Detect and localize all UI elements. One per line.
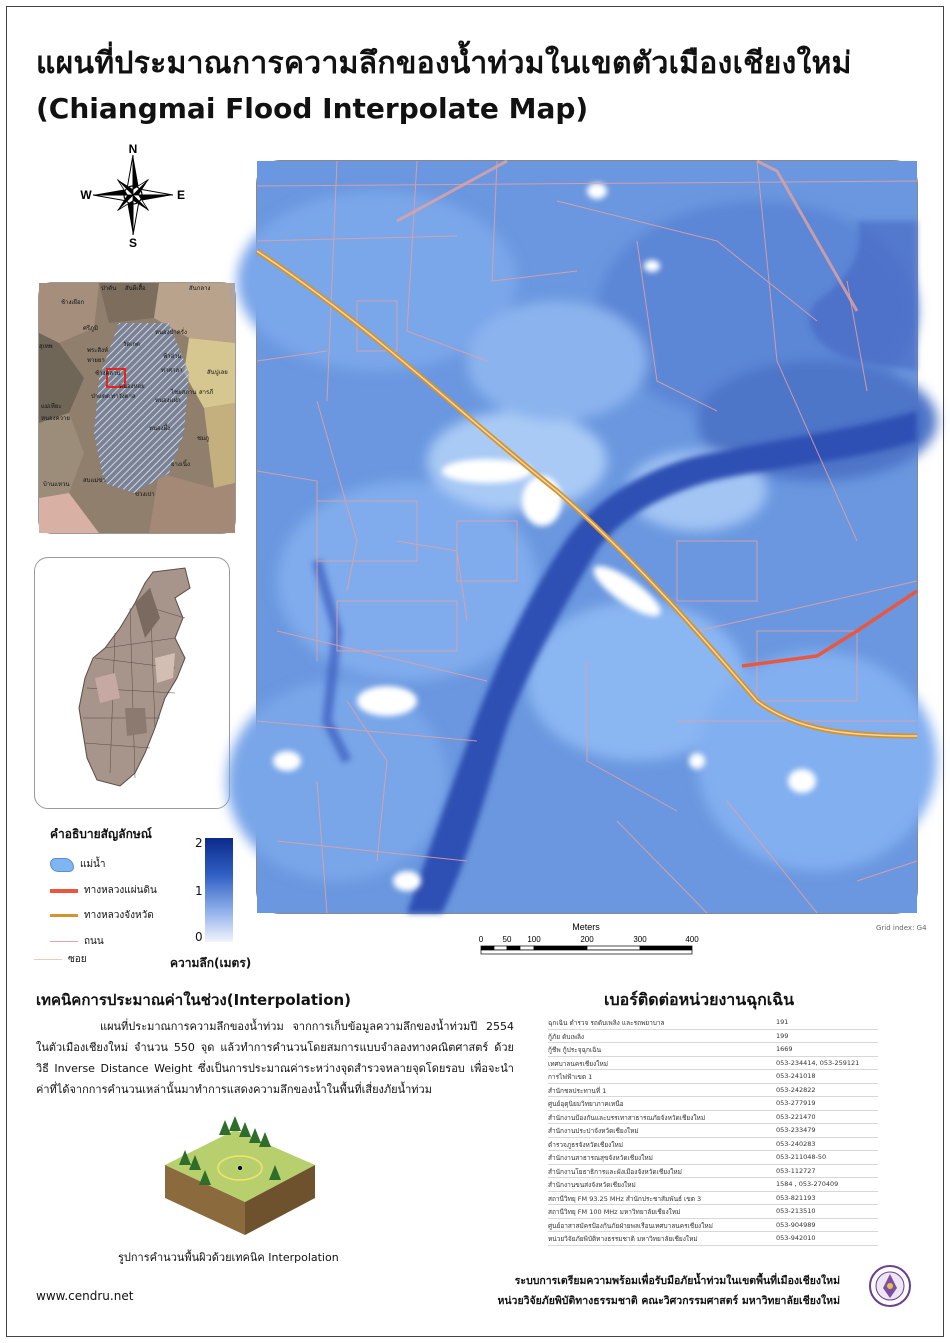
- locator-district-label: ป่าตัน: [101, 285, 117, 292]
- locator-district-label: ช้างเผือก: [61, 299, 85, 306]
- legend-label-road: ถนน: [84, 936, 104, 947]
- contact-agency: หน่วยวิจัยภัยพิบัติทางธรรมชาติ มหาวิทยาลัยเชียงใหม่: [548, 1235, 698, 1243]
- river-symbol-icon: [50, 858, 74, 872]
- interpolation-section-title: เทคนิคการประมาณค่าในช่วง(Interpolation): [36, 991, 352, 1009]
- legend-item-river: [50, 857, 106, 872]
- province-locator-map: [34, 557, 230, 809]
- locator-district-label: หายยา: [87, 357, 105, 364]
- contact-agency: สำนักงานขนส่งจังหวัดเชียงใหม่: [548, 1181, 636, 1189]
- interpolation-diagram-caption: รูปการคำนวนพื้นผิวด้วยเทคนิค Interpolation: [118, 1251, 339, 1264]
- compass-s-label: S: [128, 236, 138, 250]
- alley-symbol-icon: [34, 959, 62, 961]
- locator-district-label: ยางเนิ้ง: [171, 461, 190, 468]
- contact-number: 053-211048-50: [776, 1153, 827, 1161]
- interpolation-paragraph: [36, 1016, 514, 1100]
- footer-system-name: ระบบการเตรียมความพร้อมเพื่อรับมือภัยน้ำท่วมในเขตพื้นที่เมืองเชียงใหม่: [514, 1275, 840, 1287]
- contact-agency: กู้ชีพ กู้ประจุฉุกเฉิน: [548, 1046, 602, 1054]
- contact-row: [548, 1030, 878, 1044]
- contact-number: 053-112727: [776, 1166, 816, 1175]
- locator-district-label: สันกลาง: [189, 285, 211, 292]
- contact-row: [548, 1232, 878, 1246]
- contact-number: 053-242822: [776, 1085, 816, 1094]
- scale-bar: [480, 922, 700, 962]
- contact-number: 053-241018: [776, 1072, 816, 1080]
- locator-district-label: หนองผึ้ง: [149, 425, 171, 432]
- contact-agency: สำนักงานประปาจังหวัดเชียงใหม่: [548, 1127, 639, 1135]
- north-arrow-compass-icon: [78, 140, 188, 250]
- legend-item-provincial-highway: [50, 908, 154, 923]
- contact-row: [548, 1151, 878, 1165]
- contact-number: 053-821193: [776, 1193, 816, 1202]
- locator-district-label: ท่าวังตาล: [111, 393, 136, 400]
- road-symbol-icon: [50, 941, 78, 943]
- contact-agency: สถานีวิทยุ FM 100 MHz มหาวิทยาลัยเชียงใหม่: [548, 1208, 681, 1216]
- depth-tick-mid: 1: [195, 884, 203, 898]
- contact-row: [548, 1219, 878, 1233]
- emergency-contacts-table: [548, 1016, 878, 1246]
- locator-district-label: ไชยสถาน: [171, 389, 197, 396]
- legend-label-national-highway: ทางหลวงแผ่นดิน: [84, 885, 157, 896]
- contact-number: 1584 , 053-270409: [776, 1180, 839, 1188]
- contact-agency: สำนักชลประทานที่ 1: [548, 1086, 607, 1095]
- locator-district-label: สันผีเสื้อ: [125, 285, 146, 292]
- legend-label-river: แม่น้ำ: [80, 859, 106, 870]
- website-link[interactable]: www.cendru.net: [36, 1289, 134, 1303]
- locator-district-label: วัดเกต: [123, 341, 140, 348]
- national-highway-symbol-icon: [50, 889, 78, 893]
- contact-row: [548, 1165, 878, 1179]
- contact-number: 053-213510: [776, 1207, 816, 1215]
- contact-number: 053-240283: [776, 1139, 816, 1148]
- scale-tick-3: 200: [580, 935, 594, 944]
- locator-district-label: ท่าศาลา: [161, 367, 183, 374]
- legend-item-alley: [34, 952, 87, 967]
- contact-row: [548, 1111, 878, 1125]
- locator-district-label: หนองหอย: [119, 383, 145, 390]
- compass-w-label: W: [80, 188, 92, 202]
- locator-district-label: สันปูเลย: [207, 369, 228, 376]
- contact-row: [548, 1057, 878, 1071]
- contact-number: 053-942010: [776, 1234, 816, 1242]
- footer-organization: หน่วยวิจัยภัยพิบัติทางธรรมชาติ คณะวิศวกรรมศาสตร์ มหาวิทยาลัยเชียงใหม่: [497, 1295, 840, 1307]
- depth-tick-max: 2: [195, 836, 203, 850]
- locator-district-label: ชมภู: [197, 435, 209, 442]
- contact-agency: ฉุกเฉิน ตำรวจ รถดับเพลิง และรถพยาบาล: [548, 1019, 665, 1027]
- contact-row: [548, 1124, 878, 1138]
- contact-number: 053-233479: [776, 1126, 816, 1134]
- contact-row: [548, 1097, 878, 1111]
- locator-district-label: สบแม่ข่า: [83, 477, 106, 484]
- legend-item-national-highway: [50, 883, 157, 898]
- scale-tick-4: 300: [633, 935, 647, 944]
- compass-e-label: E: [176, 188, 186, 202]
- contact-number: 191: [776, 1018, 789, 1026]
- contact-number: 053-277919: [776, 1099, 816, 1107]
- contact-agency: สำนักงานโยธาธิการและผังเมืองจังหวัดเชียงใหม่: [548, 1167, 682, 1176]
- depth-tick-min: 0: [195, 930, 203, 944]
- scale-tick-5: 400: [685, 935, 699, 944]
- contact-number: 1669: [776, 1045, 793, 1053]
- contact-agency: สถานีวิทยุ FM 93.25 MHz สำนักประชาสัมพันธ์ เขต 3: [548, 1194, 702, 1203]
- contact-row: [548, 1070, 878, 1084]
- scale-tick-0: 0: [478, 935, 484, 944]
- scale-tick-1: 50: [502, 935, 512, 944]
- contact-row: [548, 1016, 878, 1030]
- compass-n-label: N: [128, 142, 138, 156]
- contact-row: [548, 1043, 878, 1057]
- map-title-english: (Chiangmai Flood Interpolate Map): [36, 92, 589, 125]
- locator-district-label: หนองป่าครั่ง: [155, 329, 187, 336]
- provincial-highway-symbol-icon: [50, 914, 78, 917]
- contact-agency: สำนักงานสาธารณสุขจังหวัดเชียงใหม่: [548, 1154, 653, 1162]
- locator-district-label: พระสิงห์: [87, 347, 108, 354]
- locator-district-label: หนองควาย: [41, 415, 70, 422]
- legend-label-alley: ซอย: [68, 954, 87, 965]
- contact-number: 053-234414, 053-259121: [776, 1058, 860, 1067]
- contact-row: [548, 1084, 878, 1098]
- emergency-contacts-title: เบอร์ติดต่อหน่วยงานฉุกเฉิน: [604, 990, 795, 1009]
- interpolation-surface-diagram: [165, 1110, 315, 1235]
- locator-district-label: แม่เหียะ: [41, 403, 62, 410]
- contact-agency: การไฟฟ้าเขต 1: [548, 1073, 593, 1081]
- contact-row: [548, 1192, 878, 1206]
- legend-item-road: [50, 934, 104, 949]
- contact-agency: กู้ภัย ดับเพลิง: [548, 1032, 585, 1041]
- contact-number: 199: [776, 1031, 789, 1040]
- flood-depth-map: [256, 160, 918, 914]
- contact-number: 053-221470: [776, 1112, 816, 1121]
- locator-district-label: ข่วงเปา: [135, 491, 155, 498]
- locator-district-label: ป่าแดด: [91, 393, 110, 400]
- locator-district-label: ช้างคลาน: [95, 370, 121, 377]
- legend-label-provincial-highway: ทางหลวงจังหวัด: [84, 910, 154, 921]
- contact-row: [548, 1138, 878, 1152]
- locator-district-label: ศรีภูมิ: [83, 325, 98, 332]
- depth-color-ramp: [205, 838, 233, 942]
- contact-agency: ศูนย์อาสาสมัครป้องกันภัยฝ่ายพลเรือนเทศบาลนครเชียงใหม่: [548, 1221, 713, 1230]
- scale-tick-2: 100: [527, 935, 541, 944]
- locator-district-label: ฟ้าฮ่าม: [163, 353, 182, 360]
- contact-agency: ตำรวจภูธรจังหวัดเชียงใหม่: [548, 1140, 624, 1149]
- contact-agency: ศูนย์อุตุนิยมวิทยาภาคเหนือ: [548, 1100, 624, 1108]
- locator-district-label: หนองแฝก: [155, 397, 181, 404]
- scale-unit: Meters: [572, 922, 600, 932]
- map-title-thai: แผนที่ประมาณการความลึกของน้ำท่วมในเขตตัวเมืองเชียงใหม่: [36, 46, 852, 81]
- contact-agency: เทศบาลนครเชียงใหม่: [548, 1059, 609, 1068]
- depth-legend-label: ความลึก(เมตร): [170, 956, 252, 970]
- contact-number: 053-904989: [776, 1220, 816, 1229]
- legend-title: คำอธิบายสัญลักษณ์: [50, 827, 152, 841]
- contact-row: [548, 1205, 878, 1219]
- organization-seal-logo-icon: [868, 1264, 912, 1308]
- locator-district-label: สารภี: [199, 389, 214, 396]
- contact-row: [548, 1178, 878, 1192]
- locator-district-label: สุเทพ: [39, 343, 53, 350]
- interpolation-text: แผนที่ประมาณการความลึกของน้ำท่วม จากการเก็บข้อมูลความลึกของน้ำท่วมปี 2554 ในตัวเมืองเชียงใหม่ จำนวน 550 จุด แล้วทำการคำนวนโดยสมการแบบจำลองทางคณิตศาสตร์ ด้วยวิธี Inverse Distance Weight ซึ่งเป็นการประมาณค่าระหว่างจุดสำรวจหลายจุดโดยรอบ เพื่อจะนำค่าที่ได้จากการคำนวนเหล่านั้นมาทำการแสดงความลึกของน้ำในพื้นที่เสี่ยงภัยน้ำท่วม: [36, 1020, 514, 1096]
- contact-agency: สำนักงานป้องกันและบรรเทาสาธารณภัยจังหวัดเชียงใหม่: [548, 1113, 706, 1122]
- locator-district-label: บ้านแหวน: [43, 481, 70, 488]
- grid-index-label: Grid index: G4: [876, 924, 927, 932]
- district-locator-map: [38, 282, 236, 534]
